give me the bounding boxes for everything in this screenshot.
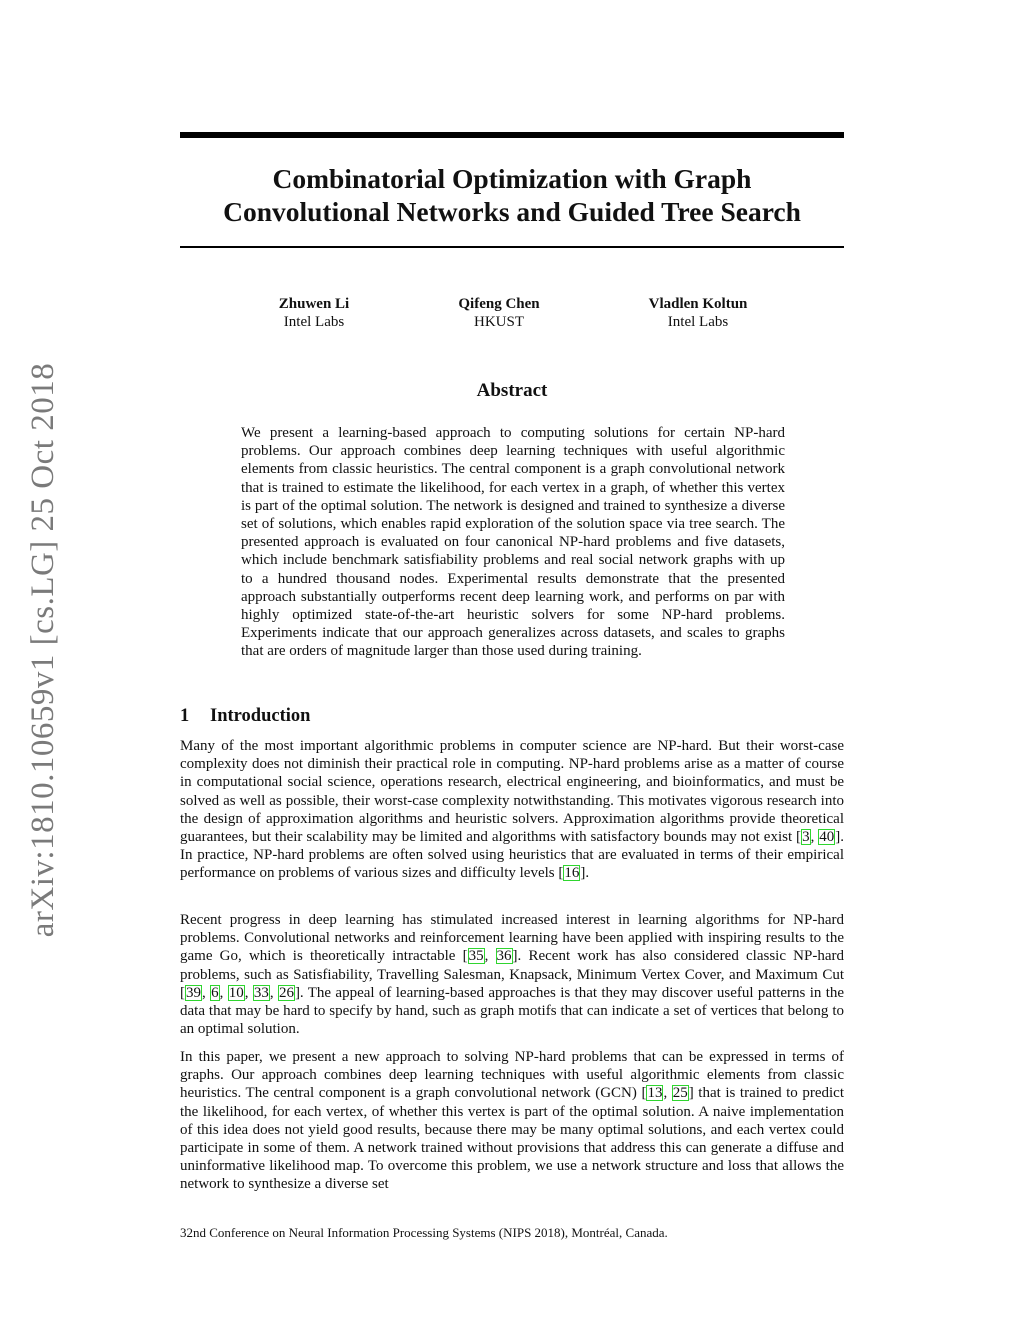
conference-footnote: 32nd Conference on Neural Information Processing Systems (NIPS 2018), Montréal, Canada.: [180, 1225, 668, 1240]
author-affiliation: HKUST: [473, 314, 524, 330]
citation-link[interactable]: 35: [468, 948, 484, 965]
paragraph-text: ]. Recent work has also considered classic NP-hard problems, such as Satisfiability, Travelling Salesman, Knapsack, Minimum Vertex Cover, and Maximum Cut [: [180, 948, 845, 1001]
intro-paragraph-1: [180, 737, 844, 883]
paragraph-text: Many of the most important algorithmic problems in computer science are NP-hard. But their worst-case complexity does not diminish their practical role in computing. NP-hard problems arise as a matter of course in computational social science, operations research, electrical engineering, and bioinformatics, and must be solved as well as possible, their worst-case complexity notwithstanding. This motivates vigorous research into the design of approximation algorithms and heuristic solvers. Approximation algorithms provide theoretical guarantees, but their scalability may be limited and algorithms with satisfactory bounds may not exist [: [180, 738, 844, 846]
section-number: 1: [180, 706, 190, 726]
title-rule-top: [180, 132, 844, 138]
citation-separator: ,: [810, 829, 819, 846]
paper-title: [180, 162, 844, 228]
citation-separator: ,: [663, 1085, 672, 1102]
abstract-heading: Abstract: [476, 380, 548, 401]
author-block: [389, 295, 609, 331]
citation-link[interactable]: 16: [564, 865, 580, 882]
title-line-1: Combinatorial Optimization with Graph: [272, 163, 752, 194]
author-affiliation: Intel Labs: [283, 314, 345, 330]
citation-link[interactable]: 25: [672, 1085, 688, 1102]
abstract-text: We present a learning-based approach to computing solutions for certain NP-hard problems. Our approach combines deep learning techniques with useful algorithmic elements from classic heuristics. The central component is a graph convolutional network that is trained to estimate the likelihood, for each vertex in a graph, of whether this vertex is part of the optimal solution. The network is designed and trained to synthesize a diverse set of solutions, which enables rapid exploration of the solution space via tree search. The presented approach is evaluated on four canonical NP-hard problems and five datasets, which include benchmark satisfiability problems and real social network graphs with up to a hundred thousand nodes. Experimental results demonstrate that the presented approach substantially outperforms recent deep learning work, and performs on par with highly optimized state-of-the-art heuristic solvers for some NP-hard problems. Experiments indicate that our approach generalizes across datasets, and scales to graphs that are orders of magnitude larger than those used during training.: [241, 425, 785, 660]
author-affiliation: Intel Labs: [667, 314, 729, 330]
section-title: Introduction: [210, 706, 311, 726]
paragraph-text: Recent progress in deep learning has stimulated increased interest in learning algorithms for NP-hard problems. Convolutional networks and reinforcement learning have been applied with inspiring results to the game Go, which is theoretically intractable [: [180, 912, 844, 965]
title-line-2: Convolutional Networks and Guided Tree Search: [223, 196, 801, 227]
author-name: Qifeng Chen: [458, 296, 540, 312]
citation-separator: ,: [202, 984, 211, 1001]
paragraph-text: ]. In practice, NP-hard problems are often solved using heuristics that are evaluated in terms of their empirical performance on problems of various sizes and difficulty levels [: [180, 829, 845, 882]
author-block: [588, 295, 808, 331]
citation-link[interactable]: 10: [228, 984, 244, 1001]
paragraph-text: ]. The appeal of learning-based approaches is that they may discover useful patterns in the data that may be hard to specify by hand, such as graph motifs that can indicate a set of vertices that belong to an optimal solution.: [180, 984, 845, 1038]
citation-link[interactable]: 36: [496, 948, 512, 965]
citation-link[interactable]: 13: [647, 1085, 663, 1102]
citation-separator: ,: [219, 984, 228, 1001]
intro-paragraph-3: [180, 1048, 844, 1194]
paragraph-text: In this paper, we present a new approach to solving NP-hard problems that can be expressed in terms of graphs. Our approach combines deep learning techniques with useful algorithmic elements from classic heuristics. The central component is a graph convolutional network (GCN) [: [180, 1049, 844, 1102]
citation-link[interactable]: 26: [278, 984, 294, 1001]
citation-link[interactable]: 40: [819, 829, 835, 846]
citation-link[interactable]: 39: [186, 984, 201, 1001]
title-rule-bottom: [180, 246, 844, 248]
section-heading: [180, 706, 310, 727]
citation-link[interactable]: 33: [253, 984, 269, 1001]
citation-separator: ,: [244, 984, 253, 1001]
paragraph-text: ].: [580, 865, 590, 882]
citation-link[interactable]: 6: [211, 984, 219, 1001]
author-name: Zhuwen Li: [278, 296, 350, 312]
arxiv-stamp: arXiv:1810.10659v1 [cs.LG] 25 Oct 2018: [25, 362, 61, 938]
paragraph-text: ] that is trained to predict the likelihood, for each vertex, of whether this vertex is part of the optimal solution. A naive implementation of this idea does not yield good results, because there may be many optimal solutions, and each vertex could participate in some of them. A network trained without provisions that address this can generate a diffuse and uninformative likelihood map. To overcome this problem, we use a network structure and loss that allows the network to synthesize a diverse set: [180, 1085, 844, 1193]
author-name: Vladlen Koltun: [648, 296, 748, 312]
citation-link[interactable]: 3: [802, 829, 810, 846]
citation-separator: ,: [484, 948, 496, 965]
citation-separator: ,: [269, 984, 278, 1001]
intro-paragraph-2: [180, 911, 844, 1038]
